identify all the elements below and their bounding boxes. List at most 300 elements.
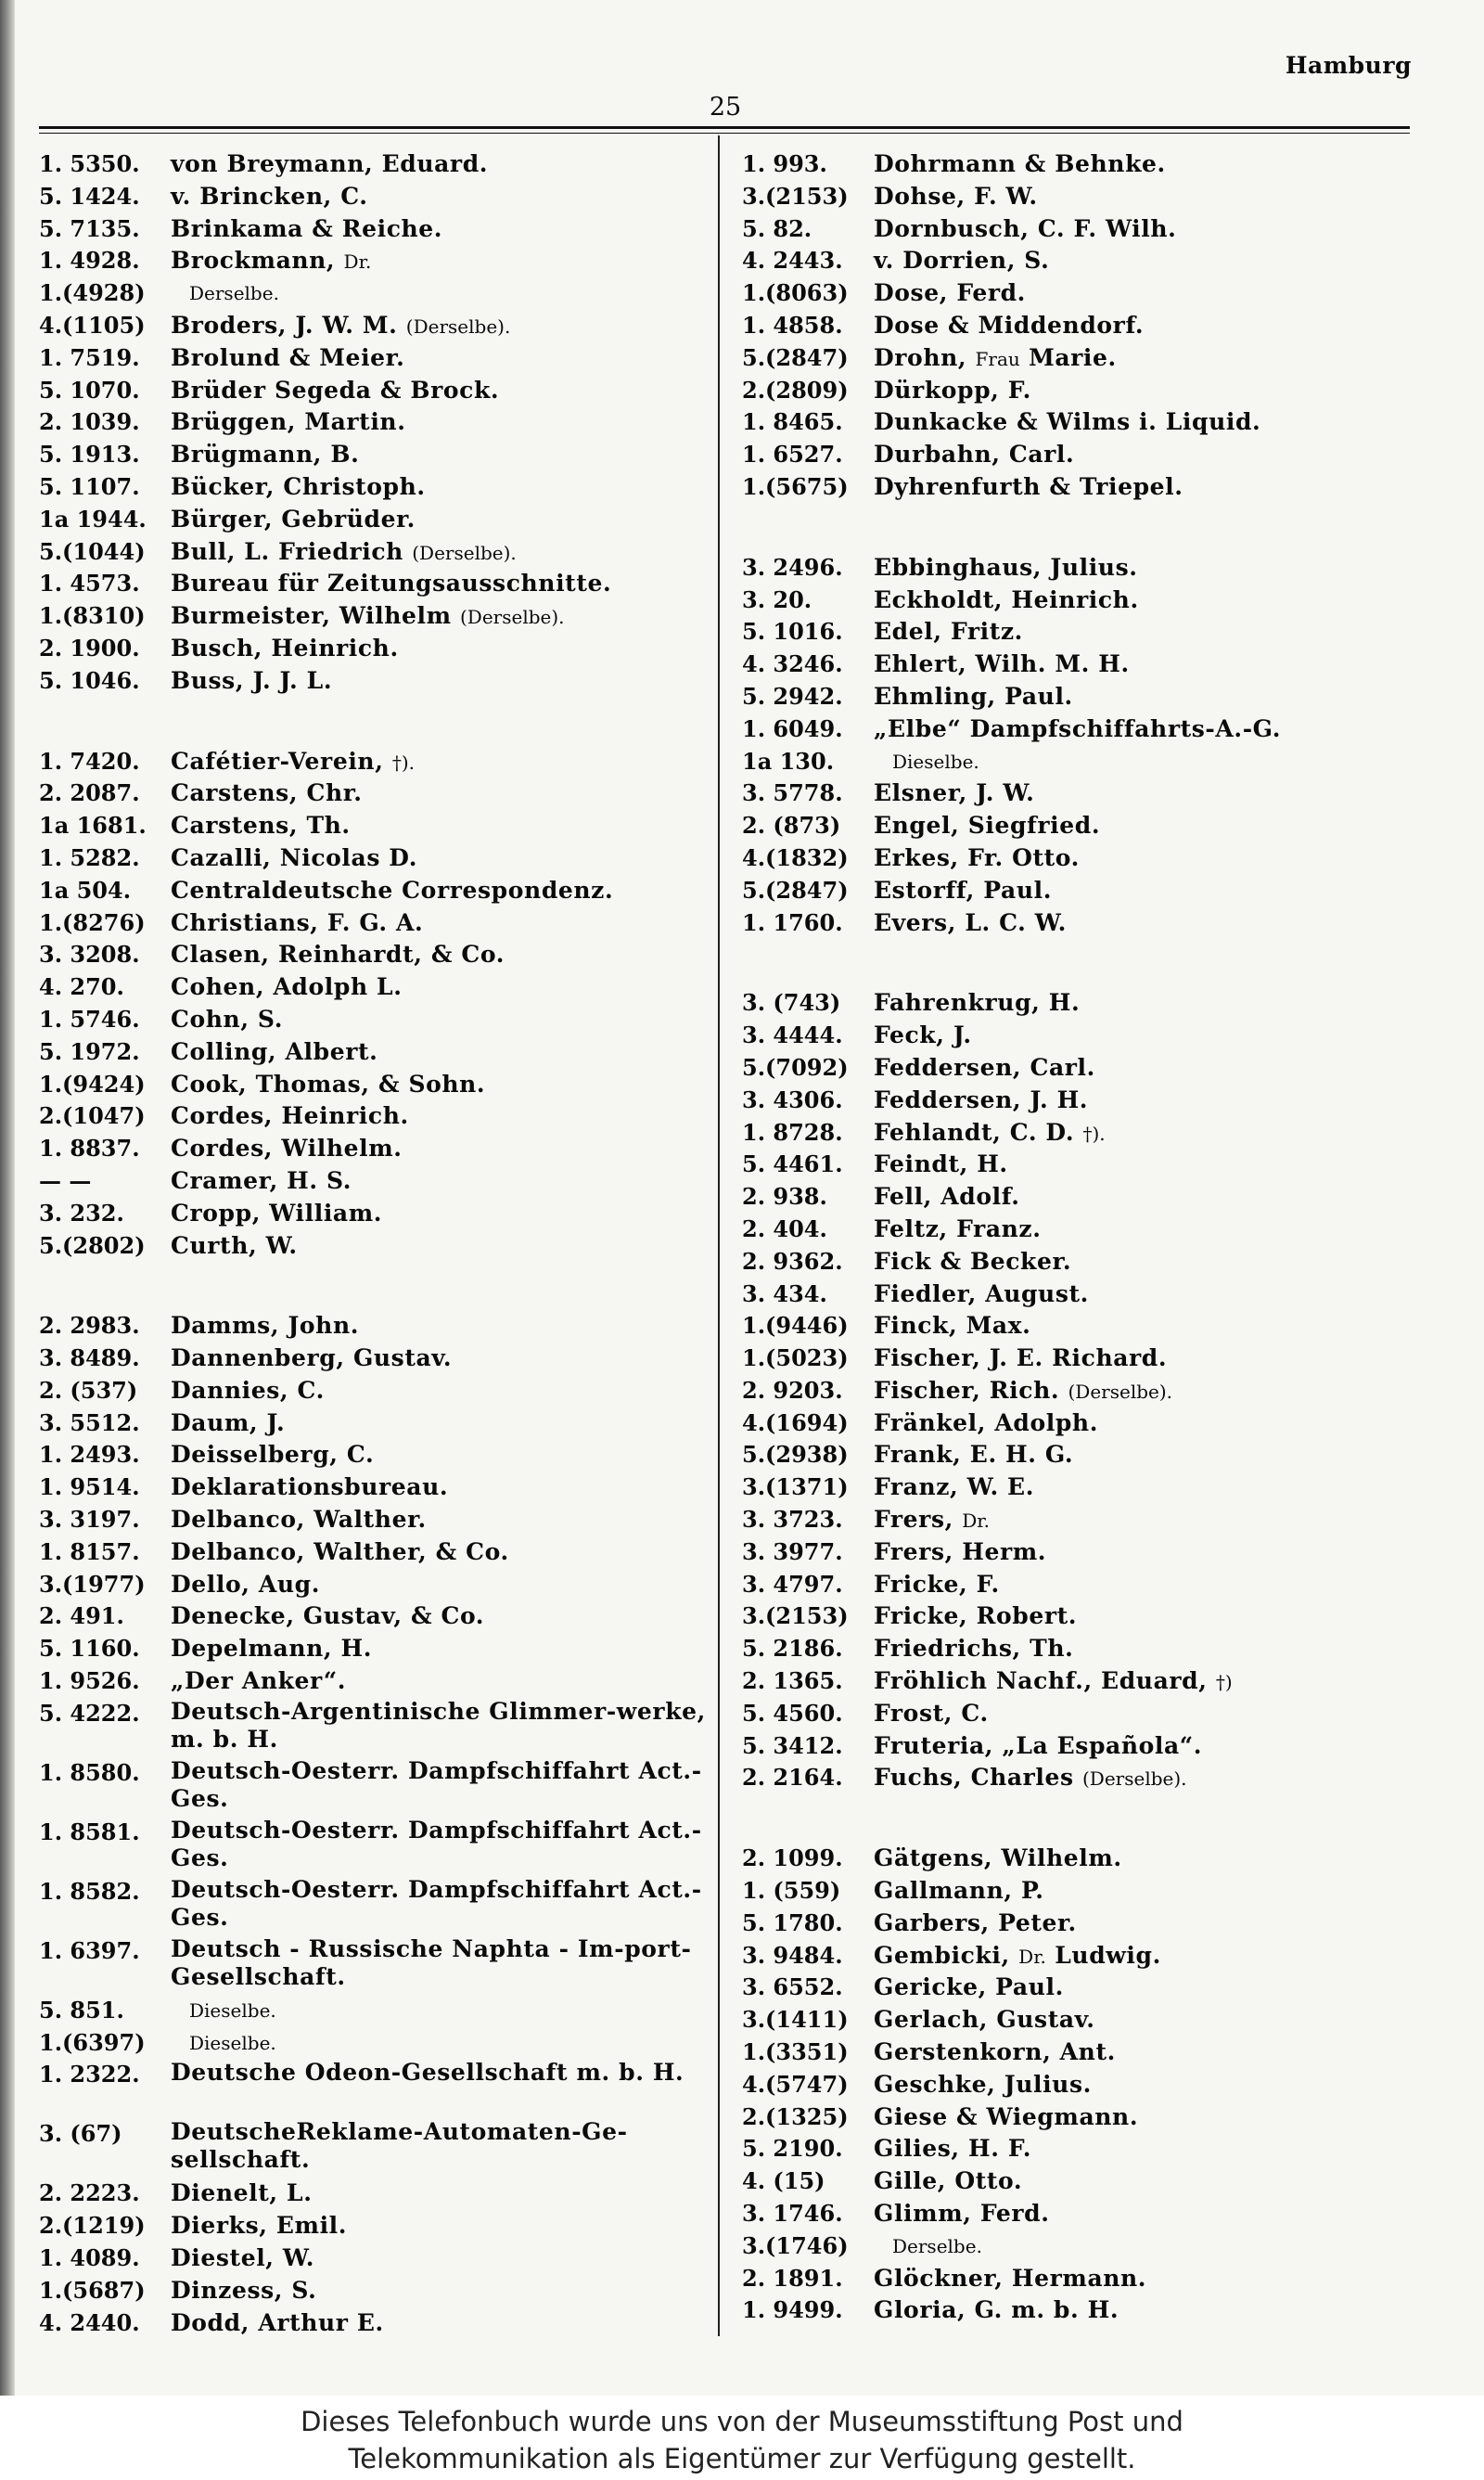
- header-rule-thin: [39, 133, 1410, 134]
- subscriber-name-text: Dürkopp, F.: [874, 376, 1031, 404]
- directory-entry: [39, 777, 707, 810]
- subscriber-name: [874, 471, 1183, 503]
- phone-number: 2. 2087.: [39, 779, 140, 807]
- directory-entry: [742, 842, 1410, 875]
- phone-number: 2. (537): [39, 1376, 138, 1404]
- subscriber-name-text: Busch, Heinrich.: [171, 634, 399, 662]
- phone-number: 5. 1107.: [39, 472, 140, 500]
- directory-entry: [742, 439, 1410, 471]
- entry-note: †).: [1082, 1122, 1106, 1145]
- directory-entry: [742, 1875, 1410, 1908]
- subscriber-name: [171, 148, 488, 180]
- directory-entry: [742, 1940, 1410, 1972]
- subscriber-name-text: Fahrenkrug, H.: [874, 989, 1081, 1017]
- phone-number: 1. 9499.: [742, 2296, 843, 2324]
- directory-entry: [39, 1633, 707, 1665]
- directory-entry: [39, 971, 707, 1004]
- subscriber-name-text: Frers,: [874, 1506, 953, 1534]
- directory-entry: [742, 1569, 1410, 1601]
- phone-number: 3. 5512.: [39, 1408, 140, 1436]
- directory-entry: [742, 746, 1410, 778]
- phone-number: 5. 1070.: [39, 376, 140, 404]
- phone-number: 2.(1047): [39, 1102, 146, 1130]
- entry-note: (Derselbe).: [405, 315, 511, 338]
- directory-entry: [742, 310, 1410, 342]
- phone-number: 1. 8465.: [742, 408, 843, 436]
- phone-number: 2. 2223.: [39, 2179, 140, 2207]
- subscriber-name-text: Derselbe.: [892, 2234, 982, 2257]
- subscriber-name: [874, 1972, 1064, 2003]
- phone-number: 5. 2190.: [742, 2135, 843, 2163]
- directory-entry: [39, 1230, 707, 1263]
- subscriber-name-text: Dieselbe.: [189, 1998, 276, 2022]
- section-gap: [742, 504, 1410, 552]
- directory-entry: [39, 842, 707, 875]
- phone-number: 1a 1681.: [39, 812, 147, 840]
- directory-entry: [39, 471, 707, 504]
- subscriber-name: [874, 1471, 1034, 1503]
- subscriber-name: [874, 875, 1052, 906]
- subscriber-name-text: Garbers, Peter.: [874, 1908, 1077, 1936]
- subscriber-name-text: Gembicki,: [874, 1941, 1010, 1969]
- phone-number: 1. 6049.: [742, 714, 843, 742]
- phone-number: 1.(9446): [742, 1312, 849, 1340]
- phone-number: 2. (873): [742, 812, 841, 840]
- subscriber-name-text: Deisselberg, C.: [171, 1441, 375, 1469]
- directory-entry: [742, 1085, 1410, 1117]
- subscriber-name-text: Gille, Otto.: [874, 2167, 1023, 2195]
- subscriber-name-text: Finck, Max.: [874, 1312, 1031, 1340]
- directory-entry: [39, 1198, 707, 1230]
- phone-number: 2. 491.: [39, 1602, 124, 1630]
- phone-number: 1. 8582.: [39, 1877, 140, 1905]
- phone-number: 1. 993.: [742, 150, 827, 177]
- directory-entry: [39, 810, 707, 842]
- subscriber-name-text: Ehlert, Wilh. M. H.: [874, 650, 1130, 678]
- footer-line-1: Dieses Telefonbuch wurde uns von der Museumsstiftung Post und: [301, 2406, 1183, 2437]
- subscriber-name: [171, 1036, 377, 1068]
- subscriber-name: [171, 665, 332, 697]
- phone-number: 1.(8063): [742, 279, 849, 307]
- subscriber-name-text: Delbanco, Walther, & Co.: [171, 1537, 509, 1565]
- directory-entry: [742, 1439, 1410, 1471]
- phone-number: 3. 3208.: [39, 941, 140, 969]
- subscriber-name: [171, 568, 611, 599]
- subscriber-name-text: Fehlandt, C. D.: [874, 1118, 1075, 1146]
- directory-entry: [39, 536, 707, 569]
- subscriber-name: [874, 375, 1031, 406]
- subscriber-name-text: Gilies, H. F.: [874, 2135, 1031, 2163]
- phone-number: 1. 8728.: [742, 1118, 843, 1146]
- phone-number: 4. 2443.: [742, 247, 843, 275]
- directory-entry: [39, 2027, 707, 2060]
- entry-note: Frau: [975, 347, 1020, 370]
- phone-number: 1. 5282.: [39, 843, 140, 871]
- directory-entry: [39, 310, 707, 342]
- subscriber-name-text: Dienelt, L.: [171, 2179, 313, 2207]
- phone-number: 1.(5023): [742, 1344, 849, 1372]
- subscriber-name: [874, 310, 1144, 341]
- subscriber-name: [171, 2178, 313, 2209]
- phone-number: 3. 4797.: [742, 1570, 843, 1598]
- right-column: [742, 148, 1410, 2327]
- subscriber-name: [874, 1940, 1161, 1972]
- subscriber-name: [171, 2059, 727, 2087]
- subscriber-name: [874, 1633, 1073, 1664]
- directory-entry: [742, 1052, 1410, 1085]
- subscriber-name: [874, 616, 1023, 648]
- subscriber-name: [874, 1279, 1089, 1310]
- phone-number: 1a 504.: [39, 876, 132, 904]
- directory-entry: [39, 633, 707, 665]
- subscriber-name-text: Feddersen, Carl.: [874, 1053, 1095, 1081]
- subscriber-name: [171, 1471, 448, 1503]
- phone-number: 5. 82.: [742, 214, 812, 242]
- directory-entry: [742, 987, 1410, 1020]
- subscriber-name: [874, 342, 1117, 375]
- section-gap: [39, 698, 707, 746]
- phone-number: 5. 1913.: [39, 441, 140, 469]
- subscriber-name: [874, 649, 1130, 680]
- directory-entry: [742, 1972, 1410, 2004]
- subscriber-name: [874, 987, 1080, 1019]
- phone-number: 3. 2496.: [742, 553, 843, 581]
- subscriber-name: [874, 1343, 1167, 1374]
- subscriber-name-text: Damms, John.: [171, 1312, 360, 1340]
- subscriber-name-text: von Breymann, Eduard.: [171, 150, 489, 177]
- directory-entry: [742, 2101, 1410, 2134]
- phone-number: 5. 4222.: [39, 1699, 140, 1727]
- subscriber-name: [874, 713, 1281, 745]
- subscriber-name-text: Fröhlich Nachf., Eduard,: [874, 1667, 1208, 1695]
- page-number: 25: [709, 93, 742, 122]
- directory-entry: [742, 245, 1410, 277]
- subscriber-name-text: Curth, W.: [171, 1231, 298, 1259]
- directory-entry: [39, 2307, 707, 2340]
- subscriber-name-text: Bücker, Christoph.: [171, 472, 426, 500]
- directory-entry: [39, 1935, 707, 1995]
- subscriber-name-text: Dannenberg, Gustav.: [171, 1344, 453, 1372]
- subscriber-name: [189, 1995, 276, 2026]
- directory-entry: [39, 148, 707, 181]
- subscriber-name-text: Fuchs, Charles: [874, 1764, 1074, 1792]
- subscriber-name-text: Denecke, Gustav, & Co.: [171, 1602, 485, 1630]
- directory-entry: [39, 342, 707, 375]
- subscriber-name: [874, 1375, 1172, 1407]
- subscriber-name-text: Friedrichs, Th.: [874, 1635, 1074, 1663]
- directory-entry: [742, 616, 1410, 649]
- subscriber-name: [171, 1407, 285, 1439]
- subscriber-name-text: Brolund & Meier.: [171, 343, 405, 371]
- subscriber-name: [874, 2198, 1050, 2229]
- subscriber-name-text: Dieselbe.: [189, 2031, 276, 2054]
- subscriber-name-rest: Ludwig.: [1055, 1941, 1161, 1969]
- subscriber-name-text: Cordes, Heinrich.: [171, 1102, 409, 1130]
- directory-entry: [742, 1698, 1410, 1730]
- subscriber-name: [892, 2230, 982, 2262]
- subscriber-name-text: Erkes, Fr. Otto.: [874, 843, 1080, 871]
- column-divider: [718, 135, 720, 2336]
- phone-number: 5. 3412.: [742, 1731, 843, 1759]
- directory-entry: [39, 1375, 707, 1407]
- phone-number: 2. 1891.: [742, 2264, 843, 2292]
- directory-entry: [742, 181, 1410, 213]
- directory-entry: [39, 665, 707, 698]
- phone-number: 3. (67): [39, 2120, 122, 2148]
- subscriber-name-text: Dello, Aug.: [171, 1570, 321, 1598]
- directory-entry: [742, 2069, 1410, 2101]
- subscriber-name: [171, 939, 505, 970]
- subscriber-name-text: Cohn, S.: [171, 1005, 283, 1033]
- phone-number: 1.(8276): [39, 908, 146, 936]
- subscriber-name: [874, 2165, 1022, 2197]
- directory-entry: [39, 2242, 707, 2275]
- directory-entry: [39, 746, 707, 778]
- phone-number: 3. 232.: [39, 1199, 124, 1227]
- subscriber-name: [171, 2242, 314, 2274]
- header-rule: [39, 126, 1410, 129]
- directory-entry: [742, 1762, 1410, 1794]
- directory-entry: [742, 777, 1410, 810]
- directory-entry: [39, 406, 707, 439]
- page-binding-shadow: [0, 0, 15, 2396]
- subscriber-name: [171, 406, 406, 438]
- directory-entry: [39, 2059, 707, 2118]
- directory-entry: [39, 1995, 707, 2027]
- subscriber-name-text: Ehmling, Paul.: [874, 682, 1073, 710]
- subscriber-name: [874, 2069, 1092, 2101]
- subscriber-name-text: Dunkacke & Wilms i. Liquid.: [874, 408, 1261, 436]
- entry-note: (Derselbe).: [412, 541, 517, 564]
- subscriber-name-text: Dinzess, S.: [171, 2276, 317, 2304]
- directory-entry: [39, 2210, 707, 2242]
- subscriber-name-text: Buss, J. J. L.: [171, 666, 333, 694]
- subscriber-name-text: Cook, Thomas, & Sohn.: [171, 1070, 486, 1098]
- directory-entry: [742, 2165, 1410, 2198]
- phone-number: 1a 130.: [742, 747, 835, 775]
- subscriber-name-text: Fiedler, August.: [874, 1279, 1089, 1307]
- subscriber-name: [874, 213, 1176, 245]
- phone-number: 2. 9362.: [742, 1247, 843, 1275]
- subscriber-name-text: Depelmann, H.: [171, 1635, 373, 1663]
- subscriber-name-text: Deutsch-Oesterr. Dampfschiffahrt Act.-Ges.: [171, 1756, 702, 1812]
- directory-entry: [39, 1343, 707, 1375]
- phone-number: 1. 5746.: [39, 1005, 140, 1033]
- phone-number: 1. 2322.: [39, 2061, 140, 2088]
- directory-entry: [742, 1665, 1410, 1698]
- directory-entry: [39, 1536, 707, 1569]
- phone-number: 5. 4560.: [742, 1699, 843, 1727]
- subscriber-name: [874, 907, 1067, 939]
- subscriber-name-text: Dose & Middendorf.: [874, 311, 1145, 339]
- subscriber-name-text: Dohse, F. W.: [874, 182, 1038, 210]
- phone-number: 1.(6397): [39, 2028, 146, 2056]
- subscriber-name-text: Giese & Wiegmann.: [874, 2102, 1139, 2130]
- subscriber-name: [171, 1600, 484, 1632]
- subscriber-name-text: Frost, C.: [874, 1699, 989, 1727]
- subscriber-name: [874, 277, 1026, 309]
- subscriber-name: [171, 1230, 298, 1262]
- directory-entry: [39, 1004, 707, 1036]
- subscriber-name: [874, 406, 1260, 438]
- phone-number: 2. 2983.: [39, 1312, 140, 1340]
- phone-number: 5. 7135.: [39, 214, 140, 242]
- phone-number: 3. 9484.: [742, 1941, 843, 1969]
- phone-number: 5. 1016.: [742, 618, 843, 646]
- phone-number: 1. 9514.: [39, 1473, 140, 1501]
- phone-number: 2. 1039.: [39, 408, 140, 436]
- subscriber-name-text: Cramer, H. S.: [171, 1166, 352, 1194]
- subscriber-name: [874, 777, 1034, 809]
- subscriber-name-text: „Der Anker“.: [171, 1667, 347, 1695]
- directory-entry: [39, 375, 707, 407]
- subscriber-name: [874, 1908, 1077, 1939]
- subscriber-name: [874, 2004, 1095, 2036]
- subscriber-name-text: Frers, Herm.: [874, 1537, 1047, 1565]
- subscriber-name: [171, 1665, 346, 1697]
- subscriber-name: [874, 2101, 1138, 2133]
- phone-number: 5.(2802): [39, 1231, 146, 1259]
- subscriber-name: [874, 245, 1049, 276]
- subscriber-name: [171, 1004, 283, 1035]
- directory-entry: [742, 649, 1410, 681]
- subscriber-name-text: Dodd, Arthur E.: [171, 2308, 384, 2336]
- directory-entry: [39, 1876, 707, 1935]
- subscriber-name: [874, 1730, 1202, 1762]
- phone-number: 1a 1944.: [39, 505, 147, 533]
- subscriber-name-text: Fischer, J. E. Richard.: [874, 1344, 1168, 1372]
- subscriber-name-text: Carstens, Chr.: [171, 779, 363, 807]
- directory-entry: [742, 2230, 1410, 2263]
- subscriber-name: [874, 1052, 1095, 1084]
- subscriber-name-text: Feltz, Franz.: [874, 1214, 1042, 1242]
- directory-entry: [742, 1407, 1410, 1440]
- phone-number: 3.(2153): [742, 182, 849, 210]
- subscriber-name: [874, 1569, 1000, 1600]
- subscriber-name: [171, 1757, 727, 1813]
- subscriber-name: [874, 1149, 1008, 1180]
- subscriber-name: [874, 1762, 1187, 1794]
- phone-number: 2. 1900.: [39, 634, 140, 662]
- subscriber-name: [874, 1875, 1044, 1907]
- subscriber-name-text: Dannies, C.: [171, 1376, 325, 1404]
- phone-number: 5.(2938): [742, 1441, 849, 1469]
- subscriber-name: [892, 746, 979, 777]
- phone-number: 1. 4573.: [39, 570, 140, 598]
- subscriber-name-text: Edel, Fritz.: [874, 618, 1023, 646]
- directory-entry: [39, 600, 707, 633]
- subscriber-name: [189, 2027, 276, 2059]
- subscriber-name: [171, 1343, 452, 1374]
- directory-entry: [742, 713, 1410, 746]
- subscriber-name: [874, 1843, 1122, 1874]
- phone-number: 3. 5778.: [742, 779, 843, 807]
- subscriber-name-text: Ebbinghaus, Julius.: [874, 553, 1138, 581]
- phone-number: 1. 6527.: [742, 441, 843, 469]
- directory-entry: [742, 2004, 1410, 2037]
- subscriber-name: [874, 181, 1038, 212]
- subscriber-name-text: Glöckner, Hermann.: [874, 2264, 1147, 2292]
- directory-entry: [39, 1698, 707, 1757]
- phone-number: 1. 6397.: [39, 1936, 140, 1964]
- subscriber-name-text: Christians, F. G. A.: [171, 908, 424, 936]
- subscriber-name-text: Cazalli, Nicolas D.: [171, 843, 418, 871]
- phone-number: 5.(1044): [39, 537, 146, 565]
- directory-entry: [742, 1471, 1410, 1504]
- entry-note: Dr.: [962, 1510, 991, 1533]
- subscriber-name: [874, 1439, 1073, 1471]
- subscriber-name-text: Cordes, Wilhelm.: [171, 1135, 403, 1163]
- subscriber-name-text: Fricke, F.: [874, 1570, 1000, 1598]
- subscriber-name-text: Feddersen, J. H.: [874, 1086, 1089, 1113]
- subscriber-name-text: Gloria, G. m. b. H.: [874, 2296, 1119, 2324]
- subscriber-name-text: Franz, W. E.: [874, 1473, 1035, 1501]
- directory-entry: [742, 2198, 1410, 2230]
- directory-entry: [742, 875, 1410, 907]
- directory-entry: [39, 504, 707, 536]
- section-gap: [742, 1794, 1410, 1843]
- subscriber-name: [874, 552, 1138, 584]
- directory-entry: [39, 181, 707, 213]
- subscriber-name-text: Brüggen, Martin.: [171, 408, 406, 436]
- subscriber-name-text: Deutsch-Argentinische Glimmer-werke, m. b. H.: [171, 1697, 706, 1753]
- subscriber-name: [171, 310, 510, 342]
- phone-number: 5. 851.: [39, 1996, 124, 2024]
- directory-entry: [742, 1310, 1410, 1343]
- phone-number: 4. 3246.: [742, 650, 843, 678]
- subscriber-name-text: Bürger, Gebrüder.: [171, 505, 416, 533]
- subscriber-name: [171, 504, 416, 535]
- directory-entry: [742, 681, 1410, 713]
- phone-number: 4.(1832): [742, 843, 849, 871]
- subscriber-name: [171, 1133, 403, 1164]
- directory-entry: [39, 939, 707, 971]
- subscriber-name-text: DeutscheReklame-Automaten-Ge-sellschaft.: [171, 2118, 628, 2174]
- phone-number: 3. 3197.: [39, 1506, 140, 1534]
- subscriber-name-text: Dohrmann & Behnke.: [874, 150, 1166, 177]
- section-gap: [39, 1262, 707, 1310]
- phone-number: 1. 7420.: [39, 747, 140, 775]
- left-column: [39, 148, 707, 2339]
- subscriber-name: [171, 875, 613, 906]
- phone-number: 3.(1977): [39, 1570, 146, 1598]
- subscriber-name-text: Diestel, W.: [171, 2244, 315, 2272]
- subscriber-name-text: Colling, Albert.: [171, 1037, 378, 1065]
- subscriber-name: [171, 1439, 374, 1471]
- phone-number: 1. 8157.: [39, 1537, 140, 1565]
- phone-number: 2.(2809): [742, 376, 849, 404]
- phone-number: 4.(5747): [742, 2070, 849, 2098]
- subscriber-name-text: Dyhrenfurth & Triepel.: [874, 472, 1183, 500]
- subscriber-name-rest: Marie.: [1029, 343, 1117, 371]
- subscriber-name-text: Geschke, Julius.: [874, 2070, 1092, 2098]
- directory-entry: [39, 568, 707, 600]
- directory-entry: [742, 2294, 1410, 2327]
- directory-entry: [39, 875, 707, 907]
- directory-entry: [39, 2275, 707, 2307]
- subscriber-name: [874, 1246, 1071, 1278]
- phone-number: 5.(7092): [742, 1053, 849, 1081]
- phone-number: 1.(8310): [39, 602, 146, 630]
- subscriber-name-text: Carstens, Th.: [171, 812, 351, 840]
- subscriber-name: [171, 1569, 320, 1600]
- subscriber-name-text: Fick & Becker.: [874, 1247, 1072, 1275]
- subscriber-name-text: Cropp, William.: [171, 1199, 383, 1227]
- subscriber-name-text: Dornbusch, C. F. Wilh.: [874, 214, 1177, 242]
- directory-entry: [742, 1375, 1410, 1407]
- phone-number: 1. 4089.: [39, 2244, 140, 2272]
- phone-number: 2. 1099.: [742, 1844, 843, 1872]
